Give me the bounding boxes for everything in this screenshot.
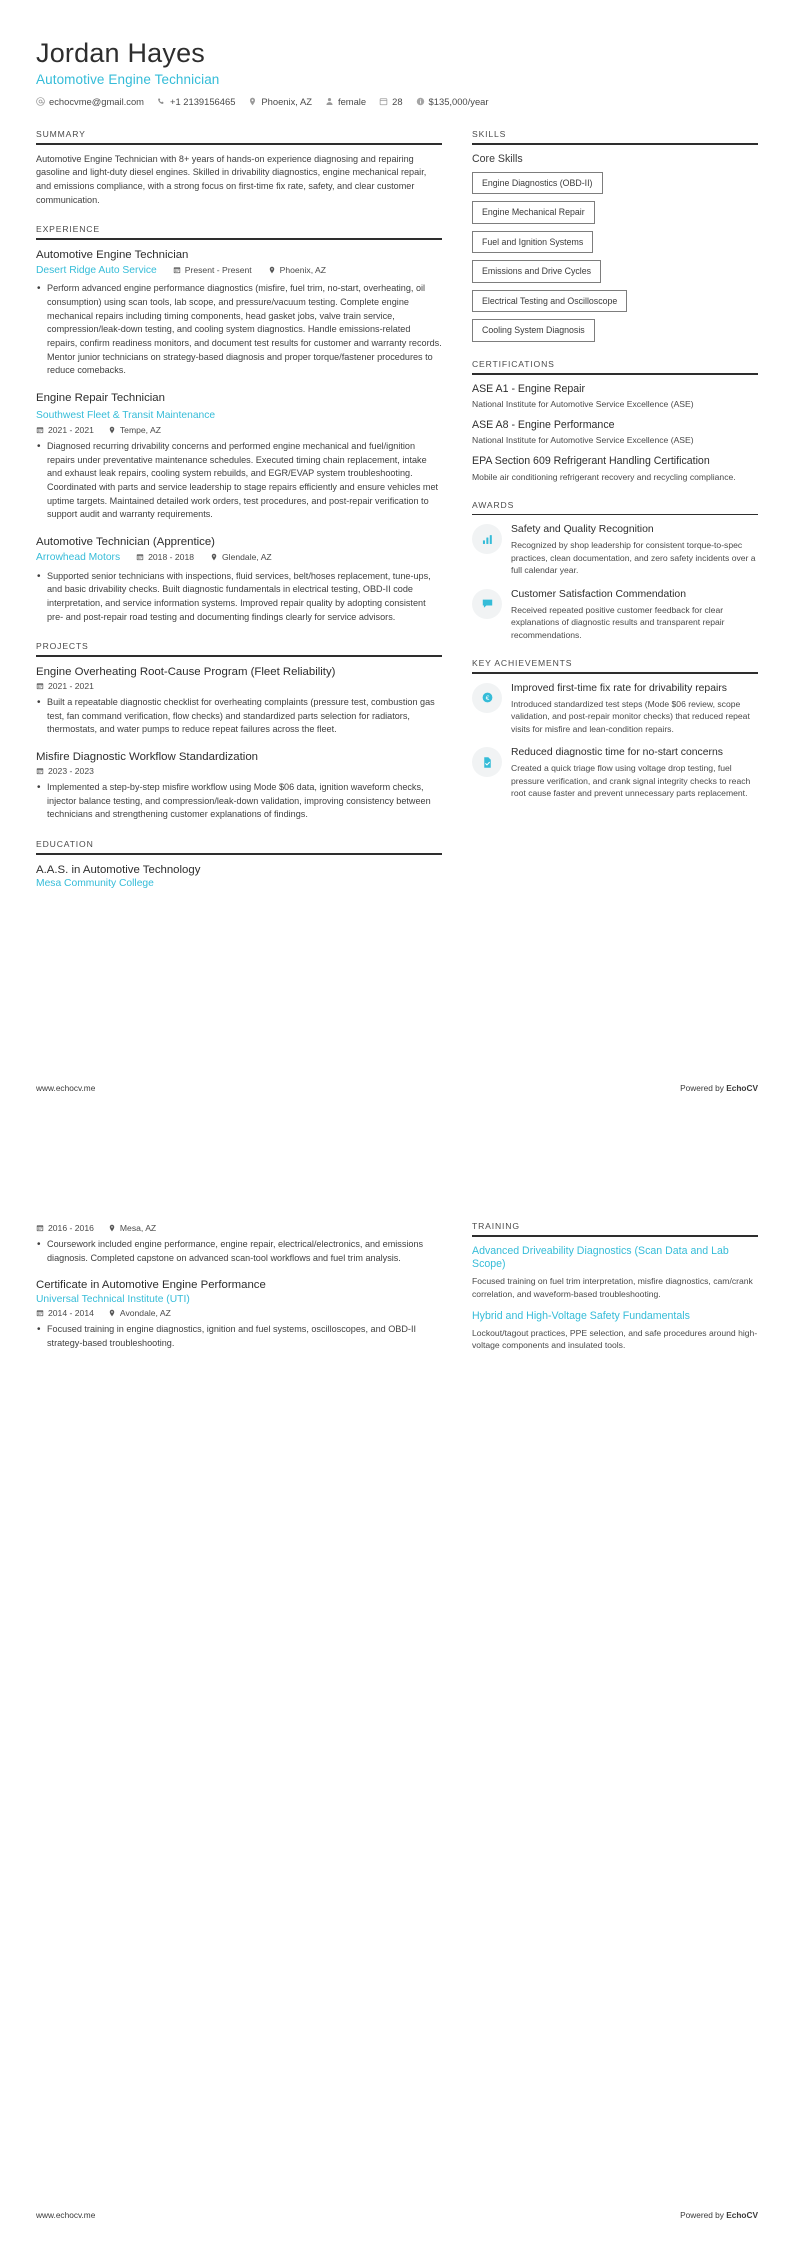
contact-email-value: echocvme@gmail.com — [49, 96, 144, 108]
left-column — [36, 129, 442, 907]
project-bullets — [36, 781, 442, 822]
education-school: Universal Technical Institute (UTI) — [36, 1293, 190, 1305]
section-divider — [472, 143, 758, 145]
location-icon — [108, 1309, 116, 1317]
section-education-continued — [36, 1223, 442, 1350]
bullet: • Coursework included engine performance, engine repair, electrical/electronics, and emissions diagnosis. Completed capstone on advanced scan-tool workflows and fuel trim analysis. — [36, 1238, 442, 1265]
experience-location-value: Tempe, AZ — [119, 425, 161, 436]
chat-bubble-icon — [472, 589, 502, 619]
candidate-name: Jordan Hayes — [36, 38, 205, 68]
certification-item — [472, 419, 758, 446]
calendar-icon — [36, 1224, 44, 1232]
section-title-summary: SUMMARY — [36, 129, 86, 140]
education-location — [108, 1223, 156, 1233]
calendar-icon — [173, 266, 181, 274]
key-achievement-item — [472, 682, 758, 735]
experience-role: Automotive Technician (Apprentice) — [36, 536, 215, 548]
certification-issuer: National Institute for Automotive Service Excellence (ASE) — [472, 398, 694, 409]
bullet: • Perform advanced engine performance diagnostics (misfire, fuel trim, no-start, overheating, oil consumption) using scan tools, lab scope, and pressure/vacuum testing. Complete engine mechanical repairs including timing components, head gasket jobs, valve train service, compression/leak-down testing, and cooling system diagnostics. Handle emissions-related repairs, confirm readiness monitors, and document test results for customer and warranty records. Mentor junior technicians on strategy-based diagnosis and proper torque/fastener procedures to reduce comebacks. — [36, 282, 442, 377]
bullet: • Built a repeatable diagnostic checklist for overheating complaints (pressure test, combustion gas test, fan command verification, flow checks) and standardized parts selection for radiators, thermostats, and water pumps to reduce repeat failures across the fleet. — [36, 696, 442, 737]
training-name: Advanced Driveability Diagnostics (Scan Data and Lab Scope) — [472, 1244, 729, 1271]
footer-powered-prefix: Powered by — [680, 1083, 727, 1093]
contact-gender-value: female — [337, 96, 367, 108]
experience-role: Automotive Engine Technician — [36, 248, 189, 261]
bar-chart-icon — [472, 524, 502, 554]
education-school: Mesa Community College — [36, 877, 154, 889]
footer-powered-by — [680, 2210, 758, 2220]
section-divider — [472, 373, 758, 375]
location-icon — [248, 97, 257, 106]
calendar-icon — [36, 682, 44, 690]
experience-location — [268, 265, 326, 275]
skill-chip: Electrical Testing and Oscilloscope — [472, 290, 627, 313]
skill-chip: Emissions and Drive Cycles — [472, 260, 601, 283]
education-meta — [36, 1308, 442, 1318]
education-item — [36, 1278, 442, 1350]
experience-meta — [36, 425, 442, 435]
education-degree: Certificate in Automotive Engine Performance — [36, 1279, 266, 1292]
svg-text:€: € — [485, 695, 489, 703]
award-item — [472, 523, 758, 576]
experience-bullets — [36, 570, 442, 625]
project-name: Misfire Diagnostic Workflow Standardization — [36, 750, 258, 763]
section-divider — [472, 1235, 758, 1237]
experience-dates-value: 2021 - 2021 — [48, 425, 94, 436]
award-body — [511, 523, 758, 576]
section-projects — [36, 641, 442, 822]
document-check-icon — [472, 747, 502, 777]
experience-location — [108, 425, 161, 435]
section-title-skills: SKILLS — [472, 129, 507, 140]
resume-body-page2 — [36, 1221, 758, 1369]
right-column-page2 — [472, 1221, 758, 1369]
phone-icon — [157, 97, 166, 106]
award-description: Recognized by shop leadership for consistent torque-to-spec practices, clean documentation, and zero safety incidents over a full calendar year. — [511, 540, 756, 576]
footer-brand: EchoCV — [726, 1083, 758, 1093]
footer-site-url[interactable]: www.echocv.me — [36, 1083, 96, 1093]
key-achievement-item — [472, 746, 758, 799]
certification-issuer: Mobile air conditioning refrigerant recovery and recycling compliance. — [472, 471, 736, 482]
section-key-achievements — [472, 658, 758, 799]
footer-brand: EchoCV — [726, 2210, 758, 2220]
certification-name: EPA Section 609 Refrigerant Handling Certification — [472, 455, 710, 468]
award-name: Safety and Quality Recognition — [511, 524, 654, 536]
section-summary — [36, 129, 442, 207]
resume-header — [36, 38, 758, 107]
experience-organization: Desert Ridge Auto Service — [36, 265, 157, 277]
section-title-education: EDUCATION — [36, 839, 94, 850]
award-body — [511, 588, 758, 641]
experience-dates — [173, 265, 252, 275]
page-footer — [36, 1083, 758, 1093]
key-achievement-name: Improved first-time fix rate for drivability repairs — [511, 682, 727, 694]
project-meta — [36, 766, 442, 776]
education-item — [36, 863, 442, 891]
certification-item — [472, 383, 758, 410]
experience-bullets — [36, 440, 442, 522]
experience-dates — [136, 552, 194, 562]
training-name: Hybrid and High-Voltage Safety Fundamentals — [472, 1310, 690, 1323]
contact-email — [36, 96, 144, 107]
bullet: • Supported senior technicians with inspections, fluid services, belt/hoses replacement, tune-ups, and basic drivability checks. Built diagnostic fundamentals in electrical testing, OBD-II code interpretation, and service information systems. Improved repair quality by adopting consistent pre- and post-repair road testing and documenting findings clearly for service advisors. — [36, 570, 442, 625]
location-icon — [268, 266, 276, 274]
calendar-icon — [136, 553, 144, 561]
education-dates — [36, 1308, 94, 1318]
education-dates — [36, 1223, 94, 1233]
certification-name: ASE A8 - Engine Performance — [472, 418, 615, 431]
calendar-icon — [36, 1309, 44, 1317]
education-degree: A.A.S. in Automotive Technology — [36, 863, 201, 876]
education-bullets — [36, 1238, 442, 1265]
experience-meta — [36, 263, 442, 277]
education-meta — [36, 1223, 442, 1233]
section-title-certifications: CERTIFICATIONS — [472, 358, 555, 369]
resume-body — [36, 129, 758, 907]
footer-powered-by — [680, 1083, 758, 1093]
page-footer — [36, 2210, 758, 2220]
education-dates-value: 2014 - 2014 — [48, 1307, 94, 1318]
education-location — [108, 1308, 171, 1318]
key-achievement-description: Introduced standardized test steps (Mode $06 review, scope validation, and post-repair monitor checks) that reduced repeat visits for misfire and lean-condition repairs. — [511, 698, 750, 734]
experience-dates-value: 2018 - 2018 — [148, 552, 194, 563]
contact-salary-value: $135,000/year — [428, 96, 489, 108]
project-dates — [36, 681, 94, 691]
skill-chip-list — [472, 172, 758, 342]
certification-name: ASE A1 - Engine Repair — [472, 382, 586, 395]
section-experience — [36, 224, 442, 624]
calendar-icon — [379, 97, 388, 106]
project-item — [36, 750, 442, 822]
section-divider — [36, 238, 442, 240]
training-description: Focused training on fuel trim interpretation, misfire diagnostics, cam/crank correlation, and waveform-based troubleshooting. — [472, 1276, 753, 1299]
experience-item — [36, 248, 442, 378]
skills-group-label: Core Skills — [472, 152, 523, 165]
page-top-spacer — [36, 1161, 758, 1199]
project-dates-value: 2023 - 2023 — [48, 766, 94, 777]
project-bullets — [36, 696, 442, 737]
training-description: Lockout/tagout practices, PPE selection, and safe procedures around high-voltage components and insulated tools. — [472, 1327, 758, 1351]
award-description: Received repeated positive customer feedback for clear explanations of diagnostic results and transparent repair recommendations. — [511, 604, 725, 640]
contact-gender — [325, 96, 366, 107]
section-title-training: TRAINING — [472, 1221, 520, 1231]
section-education — [36, 839, 442, 890]
section-divider — [36, 143, 442, 145]
section-divider — [36, 655, 442, 657]
experience-dates-value: Present - Present — [184, 265, 252, 276]
section-divider — [472, 672, 758, 674]
gender-icon — [325, 97, 334, 106]
bullet: • Focused training in engine diagnostics, ignition and fuel systems, oscilloscopes, and OBD-II strategy-based troubleshooting. — [36, 1323, 442, 1350]
contact-phone — [157, 96, 235, 107]
skill-chip: Fuel and Ignition Systems — [472, 231, 593, 254]
education-item — [36, 1223, 442, 1265]
section-title-awards: AWARDS — [472, 499, 515, 510]
education-dates-value: 2016 - 2016 — [48, 1223, 94, 1233]
experience-bullets — [36, 282, 442, 377]
skill-chip: Engine Mechanical Repair — [472, 201, 595, 224]
location-icon — [210, 553, 218, 561]
footer-powered-prefix: Powered by — [680, 2210, 727, 2220]
summary-text: Automotive Engine Technician with 8+ years of hands-on experience diagnosing and repairing gasoline and light-duty diesel engines. Skilled in drivability diagnostics, engine mechanical repair, and emissions compliance, with a strong focus on first-time fix rate, safety, and clear customer communication. — [36, 153, 427, 205]
experience-organization-wrap — [36, 405, 442, 423]
project-meta — [36, 681, 442, 691]
experience-organization: Arrowhead Motors — [36, 552, 121, 564]
candidate-role: Automotive Engine Technician — [36, 72, 220, 88]
experience-organization: Southwest Fleet & Transit Maintenance — [36, 410, 216, 422]
contact-salary — [416, 96, 489, 107]
section-title-key-achievements: KEY ACHIEVEMENTS — [472, 658, 573, 669]
certification-issuer: National Institute for Automotive Service Excellence (ASE) — [472, 435, 694, 446]
experience-item — [36, 391, 442, 522]
section-skills — [472, 129, 758, 342]
experience-dates — [36, 425, 94, 435]
project-item — [36, 665, 442, 737]
contact-location — [248, 96, 312, 107]
project-dates-value: 2021 - 2021 — [48, 681, 94, 692]
project-dates — [36, 766, 94, 776]
calendar-icon — [36, 767, 44, 775]
skill-chip: Engine Diagnostics (OBD-II) — [472, 172, 603, 195]
section-awards — [472, 500, 758, 641]
calendar-icon — [36, 426, 44, 434]
euro-coin-icon — [472, 683, 502, 713]
key-achievement-description: Created a quick triage flow using voltage drop testing, fuel pressure verification, and crank signal integrity checks to reach root cause faster and prevent unnecessary parts replacement. — [511, 763, 751, 798]
experience-role: Engine Repair Technician — [36, 391, 165, 404]
bullet: • Diagnosed recurring drivability concerns and performed engine mechanical and fuel/ignition repairs under preventative maintenance schedules. Executed timing chain replacement, intake and exhaust leak repairs, cooling system rebuilds, and EGR/EVAP system troubleshooting. Coordinated with parts and service leadership to stage repairs efficiently and ensure vehicles met uptime targets. Maintained detailed work orders, test procedures, and post-repair verification to support audit and warranty requirements. — [36, 440, 442, 522]
section-divider — [472, 514, 758, 516]
experience-item — [36, 535, 442, 624]
bullet: • Implemented a step-by-step misfire workflow using Mode $06 data, ignition waveform checks, injector balance testing, and compression/leak-down validation, improving consistency between technicians and strengthening customer explanations of findings. — [36, 781, 442, 822]
project-name: Engine Overheating Root-Cause Program (Fleet Reliability) — [36, 665, 336, 678]
section-title-experience: EXPERIENCE — [36, 224, 100, 235]
section-title-projects: PROJECTS — [36, 641, 89, 652]
training-item — [472, 1245, 758, 1300]
contact-location-value: Phoenix, AZ — [261, 96, 312, 108]
resume-page-2 — [0, 1123, 794, 2246]
certification-item — [472, 455, 758, 482]
contact-age-value: 28 — [392, 96, 403, 108]
experience-meta — [36, 550, 442, 564]
award-item — [472, 588, 758, 641]
contact-info-row — [36, 96, 758, 107]
experience-location — [210, 552, 272, 562]
contact-phone-value: +1 2139156465 — [169, 96, 236, 108]
contact-age — [379, 96, 402, 107]
salary-icon — [416, 97, 425, 106]
key-achievement-body — [511, 682, 758, 735]
education-location-value: Mesa, AZ — [119, 1223, 157, 1233]
right-column — [472, 129, 758, 816]
left-column-page2 — [36, 1221, 442, 1367]
section-training — [472, 1221, 758, 1352]
footer-site-url[interactable]: www.echocv.me — [36, 2210, 96, 2220]
location-icon — [108, 1224, 116, 1232]
location-icon — [108, 426, 116, 434]
experience-location-value: Glendale, AZ — [222, 552, 272, 563]
section-certifications — [472, 359, 758, 483]
education-location-value: Avondale, AZ — [119, 1307, 171, 1318]
award-name: Customer Satisfaction Commendation — [511, 588, 686, 600]
section-divider — [36, 853, 442, 855]
email-icon — [36, 97, 45, 106]
skill-chip: Cooling System Diagnosis — [472, 319, 595, 342]
experience-location-value: Phoenix, AZ — [279, 265, 326, 276]
training-item — [472, 1310, 758, 1352]
education-bullets — [36, 1323, 442, 1350]
key-achievement-body — [511, 746, 758, 799]
key-achievement-name: Reduced diagnostic time for no-start concerns — [511, 747, 723, 759]
